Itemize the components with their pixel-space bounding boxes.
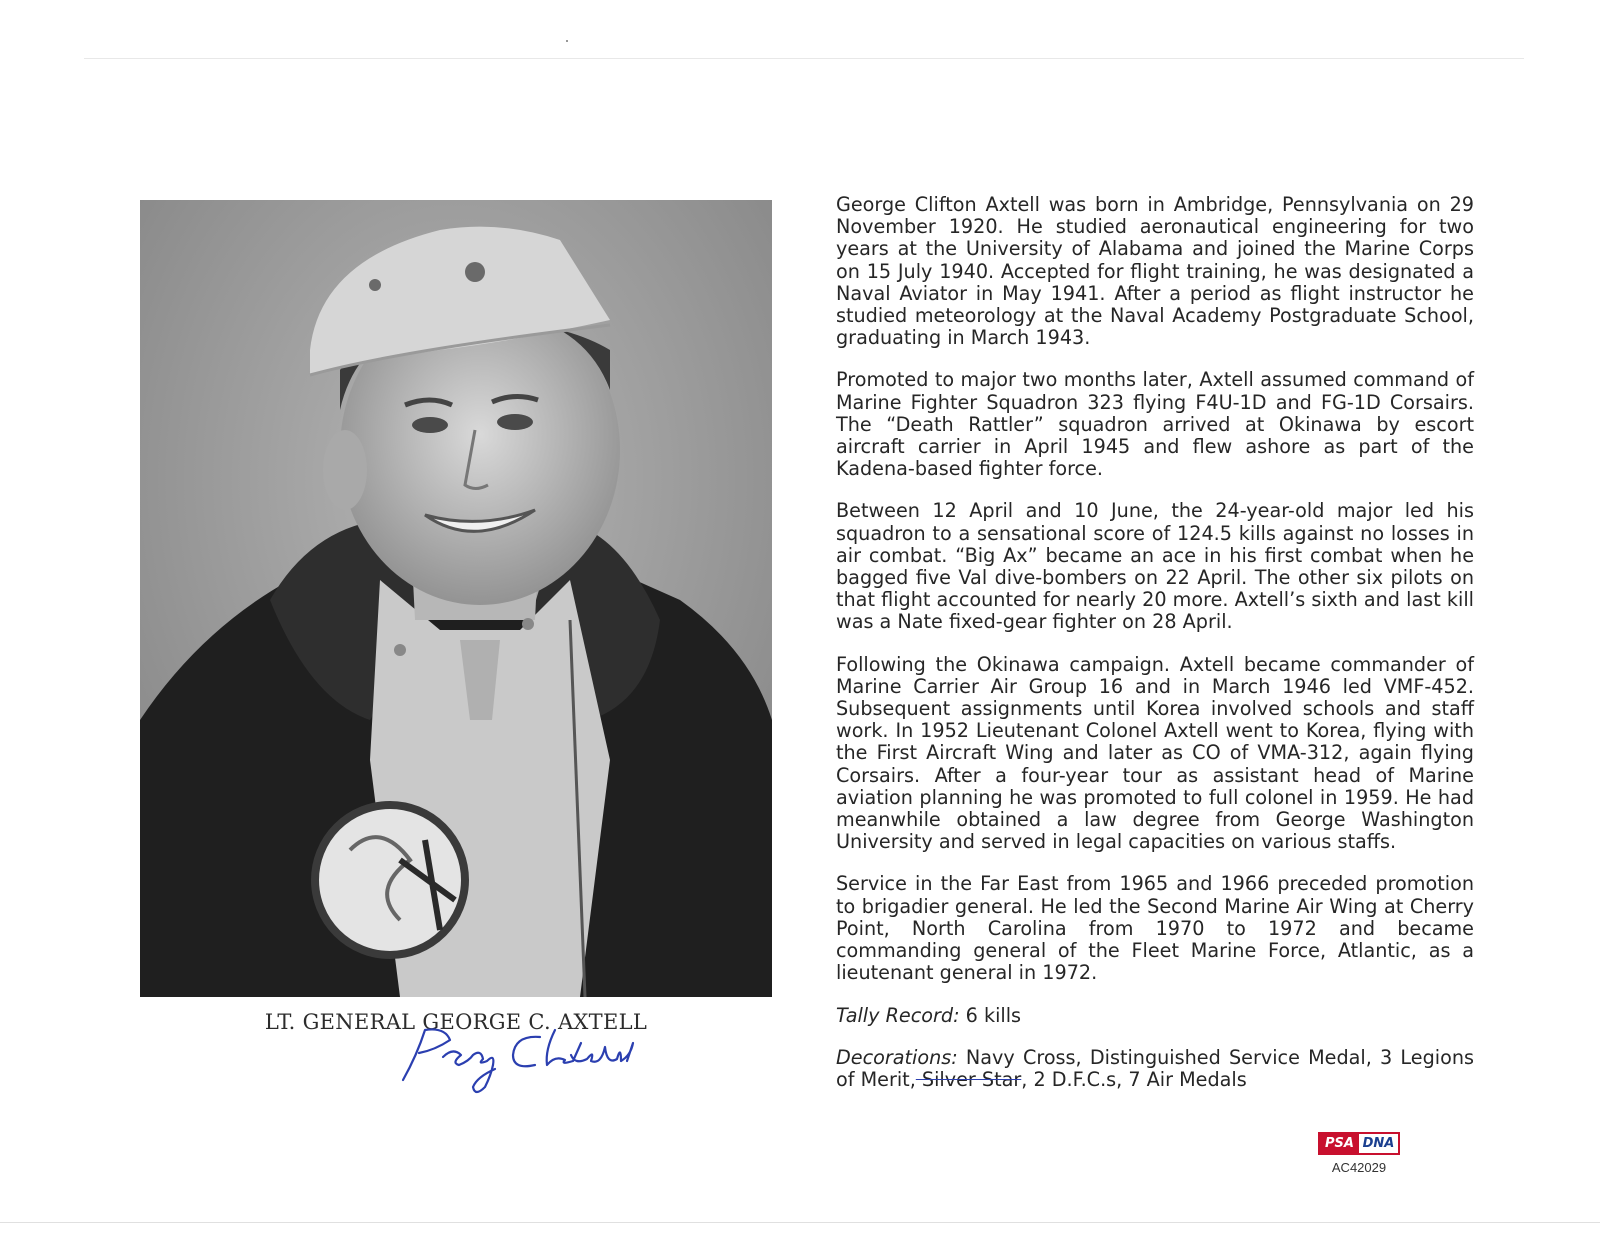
bottom-divider (0, 1222, 1600, 1223)
photo-caption: LT. GENERAL GEORGE C. AXTELL (264, 1010, 648, 1034)
psa-dna-logo (1318, 1132, 1400, 1155)
bio-paragraph: Service in the Far East from 1965 and 1966 preceded promotion to brigadier general. He led the Second Marine Air Wing at Cherry Point, North Carolina from 1970 to 1972 and became commanding general of the Fleet Marine Force, Atlantic, as a lieutenant general in 1972. (836, 872, 1474, 985)
psa-dna-authentication (1318, 1132, 1400, 1175)
bio-paragraph: George Clifton Axtell was born in Ambridge, Pennsylvania on 29 November 1920. He studied aeronautical engineering for two years at the University of Alabama and joined the Marine Corps on 15 July 1940. Accepted for flight training, he was designated a Naval Aviator in May 1941. After a period as flight instructor he studied meteorology at the Naval Academy Postgraduate School, graduating in March 1943. (836, 193, 1474, 350)
dna-logo-text: DNA (1359, 1134, 1398, 1153)
bio-paragraph: Between 12 April and 10 June, the 24-year-old major led his squadron to a sensational score of 124.5 kills against no losses in air combat. “Big Ax” became an ace in his first combat when he bagged five Val dive-bombers on 22 April. The other six pilots on that flight accounted for nearly 20 more. Axtell’s sixth and last kill was a Nate fixed-gear fighter on 28 April. (836, 499, 1474, 634)
biography-text (836, 194, 1474, 1111)
tally-label: Tally Record: (836, 1003, 960, 1027)
top-divider (84, 58, 1524, 59)
psa-logo-text: PSA (1320, 1134, 1359, 1153)
decorations-struck: Silver Star (915, 1067, 1022, 1091)
paper-speck (566, 40, 568, 42)
decorations (836, 1047, 1474, 1091)
decorations-label: Decorations: (836, 1045, 958, 1069)
bio-paragraph: Promoted to major two months later, Axtell assumed command of Marine Fighter Squadron 323 flying F4U-1D and FG-1D Corsairs. The “Death Rattler” squadron arrived at Okinawa by escort aircraft carrier in April 1945 and flew ashore as part of the Kadena-based fighter force. (836, 368, 1474, 481)
tally-value: 6 kills (959, 1003, 1022, 1027)
decorations-before: Navy Cross, Distinguished Service Medal, 3 Legions of Merit, (836, 1045, 1474, 1091)
portrait-photo (140, 200, 772, 997)
portrait-illustration (140, 200, 772, 997)
tally-record (836, 1005, 1474, 1027)
bio-paragraph: Following the Okinawa campaign. Axtell became commander of Marine Carrier Air Group 16 and in March 1946 led VMF-452. Subsequent assignments until Korea involved schools and staff work. In 1952 Lieutenant Colonel Axtell went to Korea, flying with the First Aircraft Wing and later as CO of VMA-312, again flying Corsairs. After a four-year tour as assistant head of Marine aviation planning he was promoted to full colonel in 1959. He had meanwhile obtained a law degree from George Washington University and served in legal capacities on various staffs. (836, 652, 1474, 854)
autograph-signature (395, 1025, 655, 1115)
decorations-after: , 2 D.F.C.s, 7 Air Medals (1021, 1067, 1247, 1091)
certificate-number: AC42029 (1331, 1160, 1387, 1175)
